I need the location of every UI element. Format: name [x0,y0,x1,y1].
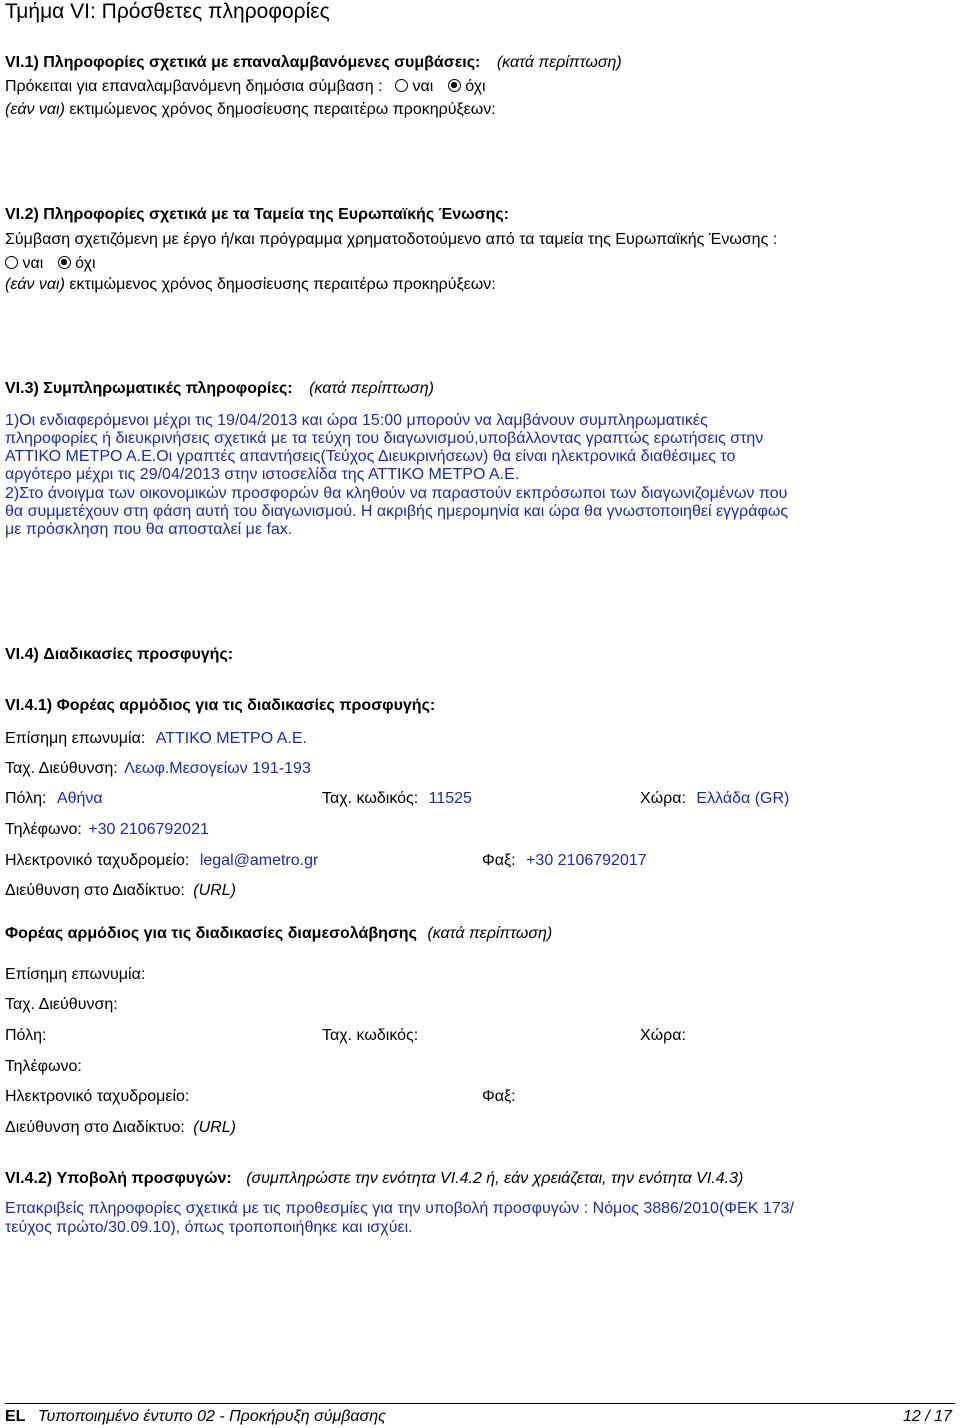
mediation-heading-line [5,925,552,943]
vi1-question-line [5,78,486,96]
body1-phone-row [5,821,209,839]
body2-fax-label: Φαξ: [482,1088,516,1105]
vi3-heading-line [5,380,434,398]
body1-country-label: Χώρα: [640,790,686,807]
body1-email-value[interactable]: legal@ametro.gr [199,852,319,869]
vi4-heading: VI.4) Διαδικασίες προσφυγής: [5,646,234,663]
body1-url-label: Διεύθυνση στο Διαδίκτυο: [5,882,185,899]
body1-url-note: (URL) [193,882,236,899]
body1-fax-value: +30 2106792017 [526,852,647,869]
body1-fax-label: Φαξ: [482,852,516,869]
body1-postcode-value: 11525 [428,790,472,807]
body2-email-label: Ηλεκτρονικό ταχυδρομείο: [5,1088,190,1105]
body2-url-row [5,1119,236,1137]
body2-phone-label: Τηλέφωνο: [5,1058,82,1075]
footer-page-number: 12 / 17 [903,1408,952,1425]
vi2-yes-label: ναι [22,255,44,272]
vi2-estimate-prefix: (εάν ναι) [5,276,65,293]
vi3-line-7: με πρόσκληση που θα αποσταλεί με fax. [5,521,293,538]
footer-rule [5,1403,955,1404]
body2-name-label: Επίσημη επωνυμία: [5,966,146,983]
body1-phone-label: Τηλέφωνο: [5,821,82,838]
body1-city-label: Πόλη: [5,790,47,807]
body1-email-label: Ηλεκτρονικό ταχυδρομείο: [5,852,190,869]
footer-left [5,1408,386,1426]
vi2-radio-yes[interactable] [5,256,18,269]
vi42-heading: VI.4.2) Υποβολή προσφυγών: [5,1170,232,1187]
vi3-line-4: αργότερο μέχρι τις 29/04/2013 στην ιστοσελίδα της ΑΤΤΙΚΟ ΜΕΤΡΟ Α.Ε. [5,466,520,483]
vi1-estimate-prefix: (εάν ναι) [5,101,65,118]
body2-url-note: (URL) [193,1119,236,1136]
vi42-heading-line [5,1170,743,1188]
vi3-heading-note: (κατά περίπτωση) [309,380,434,397]
vi42-line-2: τεύχος πρώτο/30.09.10), όπως τροποποιήθηκε και ισχύει. [5,1219,413,1236]
footer-lang: EL [5,1408,26,1425]
vi2-radio-no[interactable] [58,256,71,269]
body1-url-row [5,882,236,900]
vi3-line-5: 2)Στο άνοιγμα των οικονομικών προσφορών θα κληθούν να παραστούν εκπρόσωποι των διαγωνιζομένων που [5,485,788,502]
body1-phone-value: +30 2106792021 [88,821,209,838]
vi1-heading: VI.1) Πληροφορίες σχετικά με επαναλαμβανόμενες συμβάσεις: [5,54,481,71]
body1-postcode-label: Ταχ. κωδικός: [322,790,419,807]
vi41-heading: VI.4.1) Φορέας αρμόδιος για τις διαδικασίες προσφυγής: [5,697,436,714]
body1-name-value: ΑΤΤΙΚΟ ΜΕΤΡΟ Α.Ε. [155,730,307,747]
vi1-question: Πρόκειται για επαναλαμβανόμενη δημόσια σύμβαση : [5,78,383,95]
vi1-yes-label: ναι [412,78,434,95]
body1-city-value: Αθήνα [56,790,103,807]
vi1-estimate-text: εκτιμώμενος χρόνος δημοσίευσης περαιτέρω προκηρύξεων: [69,101,496,118]
vi3-line-1: 1)Οι ενδιαφερόμενοι μέχρι τις 19/04/2013 και ώρα 15:00 μπορούν να λαμβάνουν συμπληρωματικές [5,412,708,429]
body1-fax-row [482,852,647,870]
body2-country-label: Χώρα: [640,1027,686,1044]
vi1-radio-no[interactable] [448,79,461,92]
vi2-options [5,255,96,273]
vi3-heading: VI.3) Συμπληρωματικές πληροφορίες: [5,380,293,397]
body1-city-row [5,790,103,808]
body1-email-row [5,852,318,870]
body1-country-value: Ελλάδα (GR) [696,790,790,807]
body1-country-row [640,790,789,808]
mediation-heading-note: (κατά περίπτωση) [427,925,553,942]
body1-address-row [5,760,311,778]
body1-address-value: Λεωφ.Μεσογείων 191-193 [124,760,311,777]
vi1-estimate-line [5,101,496,119]
vi1-no-label: όχι [465,78,486,95]
vi3-line-3: ΑΤΤΙΚΟ ΜΕΤΡΟ Α.Ε.Οι γραπτές απαντήσεις(Τεύχος Διευκρινήσεων) θα είναι ηλεκτρονικά διαθέσιμες το [5,448,736,465]
vi42-heading-note: (συμπληρώστε την ενότητα VI.4.2 ή, εάν χρειάζεται, την ενότητα VI.4.3) [246,1170,744,1187]
footer-doc-title: Τυποποιημένο έντυπο 02 - Προκήρυξη σύμβασης [37,1408,386,1425]
vi2-heading: VI.2) Πληροφορίες σχετικά με τα Ταμεία της Ευρωπαϊκής Ένωσης: [5,206,510,223]
vi42-line-1: Επακριβείς πληροφορίες σχετικά με τις προθεσμίες για την υποβολή προσφυγών : Νόμος 3886/2010(ΦΕΚ 173/ [5,1200,794,1217]
vi1-heading-line [5,54,622,72]
vi2-estimate-line [5,276,496,294]
body1-address-label: Ταχ. Διεύθυνση: [5,760,118,777]
body1-postcode-row [322,790,472,808]
vi3-line-6: θα συμμετέχουν στη φάση αυτή του διαγωνισμού. Η ακριβής ημερομηνία και ώρα θα γνωστοποιηθεί εγγράφως [5,503,789,520]
vi1-heading-note: (κατά περίπτωση) [496,54,622,71]
body1-name-row [5,730,307,748]
vi3-line-2: πληροφορίες ή διευκρινήσεις σχετικά με τα τεύχη του διαγωνισμού,υποβάλλοντας γραπτώς ερωτήσεις στην [5,430,764,447]
body2-postcode-label: Ταχ. κωδικός: [322,1027,419,1044]
vi1-radio-yes[interactable] [395,79,408,92]
section-title: Τμήμα VI: Πρόσθετες πληροφορίες [5,0,330,23]
vi2-estimate-text: εκτιμώμενος χρόνος δημοσίευσης περαιτέρω προκηρύξεων: [69,276,496,293]
mediation-heading: Φορέας αρμόδιος για τις διαδικασίες διαμεσολάβησης [5,925,417,942]
vi2-no-label: όχι [75,255,96,272]
body2-address-label: Ταχ. Διεύθυνση: [5,996,118,1013]
body2-url-label: Διεύθυνση στο Διαδίκτυο: [5,1119,185,1136]
vi2-question: Σύμβαση σχετιζόμενη με έργο ή/και πρόγραμμα χρηματοδοτούμενο από τα ταμεία της Ευρωπαϊκής Ένωσης : [5,231,778,248]
body1-name-label: Επίσημη επωνυμία: [5,730,146,747]
body2-city-label: Πόλη: [5,1027,47,1044]
